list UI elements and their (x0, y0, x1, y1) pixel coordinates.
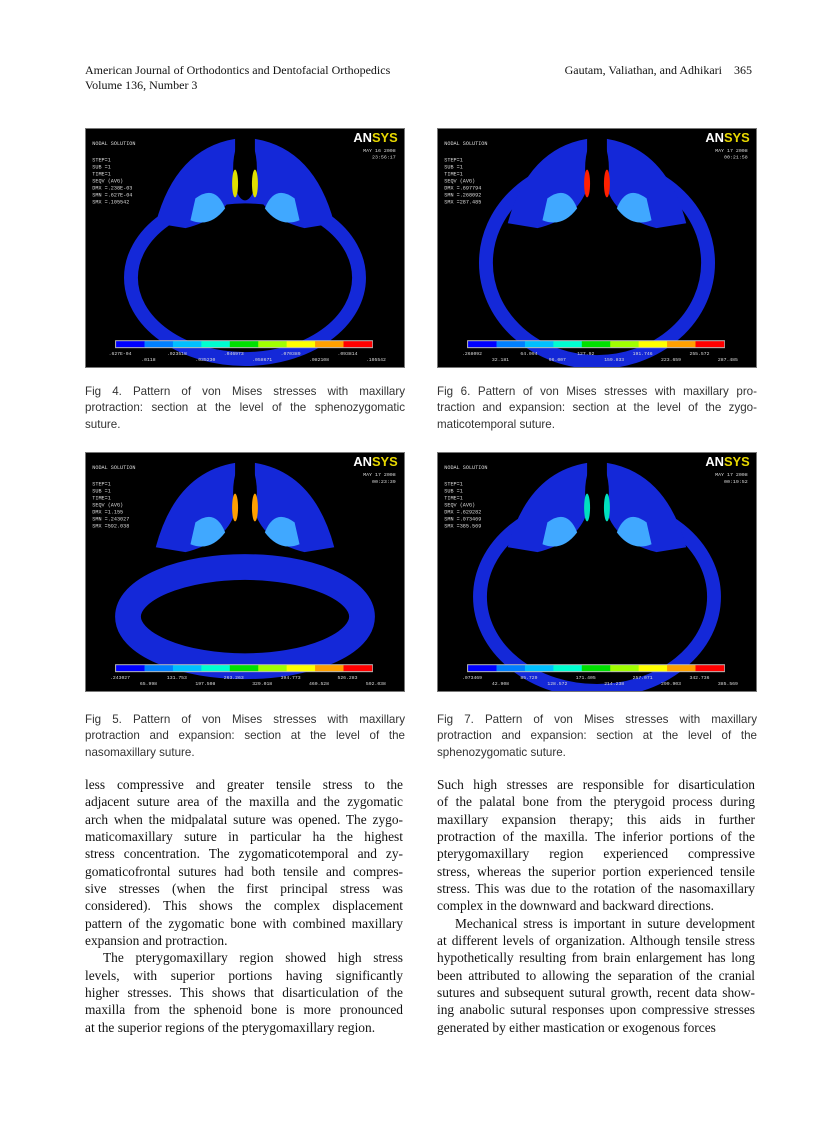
solution-info-text: SEQV (AVG) (92, 502, 124, 509)
body-column-right (437, 776, 755, 1036)
colorbar-segment (145, 341, 174, 347)
ansys-logo: ANSYS (353, 129, 398, 145)
caption-line: nasomaxillary suture. (85, 745, 195, 759)
solution-info-text: STEP=1 (444, 157, 463, 164)
body-column-left (85, 776, 403, 1036)
body-text-line: ing anabolic sutural responses upon compressive stresses (437, 1002, 755, 1018)
colorbar-label: .268092 (462, 352, 483, 358)
ansys-logo: ANSYS (705, 453, 750, 469)
body-text-line: levels, with superior portions having significantly (85, 967, 403, 983)
journal-volume: Volume 136, Number 3 (85, 78, 198, 92)
colorbar-segment (145, 665, 174, 671)
solution-info-text: SEQV (AVG) (92, 178, 124, 185)
authors: Gautam, Valiathan, and Adhikari (564, 63, 722, 77)
running-header-right (565, 63, 752, 78)
body-text-line: sutures and subsequent sutural growth, recent data show- (437, 985, 755, 1001)
body-text-line: pterygomaxillary region experienced compressive (437, 846, 755, 862)
figure-5-image (85, 452, 405, 692)
colorbar-segment (173, 341, 202, 347)
colorbar-segment (639, 341, 668, 347)
stress-hotspot (584, 170, 590, 198)
body-text-line: at the superior regions of the pterygomaxillary region. (85, 1019, 376, 1035)
solution-info-text: STEP=1 (92, 157, 111, 164)
figure-7-image (437, 452, 757, 692)
colorbar-label: 592.038 (365, 682, 386, 688)
solution-info-text: SMN =.073469 (444, 516, 482, 523)
colorbar-segment (667, 341, 696, 347)
colorbar-segment (525, 341, 554, 347)
stress-hotspot (232, 170, 238, 198)
colorbar-label: 460.528 (309, 682, 330, 688)
stress-hotspot (604, 170, 610, 198)
caption-line: Fig 6. Pattern of von Mises stresses with maxillary pro- (437, 385, 757, 398)
colorbar-segment (315, 341, 344, 347)
colorbar-segment (201, 665, 230, 671)
colorbar-segment (315, 665, 344, 671)
colorbar-label: .035230 (195, 358, 216, 364)
solution-info-text: NODAL SOLUTION (92, 464, 136, 471)
solution-info-text: SMX =385.569 (444, 523, 482, 530)
colorbar-label: 385.569 (717, 682, 738, 688)
colorbar-segment (287, 341, 316, 347)
colorbar-label: 64.094 (520, 352, 538, 358)
colorbar-segment (230, 341, 259, 347)
skull-section-shape (128, 567, 362, 666)
colorbar-segment (344, 665, 373, 671)
colorbar-segment (468, 665, 497, 671)
colorbar-segment (582, 665, 611, 671)
solution-info-text: SMX =.105542 (92, 199, 130, 206)
solution-info-text: DMX =.629282 (444, 509, 482, 516)
caption-line: maticotemporal suture. (437, 417, 555, 431)
solution-info-text: SUB =1 (444, 488, 463, 495)
colorbar-label: .243027 (110, 676, 131, 682)
colorbar-segment (230, 665, 259, 671)
ansys-logo: ANSYS (353, 453, 398, 469)
colorbar-segment (201, 341, 230, 347)
body-text-line: adjacent suture area of the maxilla and the zygomatic (85, 794, 403, 810)
solution-info-text: TIME=1 (92, 495, 111, 502)
caption-line: protraction and expansion: section at the level of the (437, 729, 757, 743)
colorbar-segment (553, 665, 582, 671)
body-text-line: considered). This shows the complex displacement (85, 898, 403, 914)
colorbar-label: 263.263 (223, 676, 244, 682)
colorbar-segment (116, 341, 145, 347)
colorbar-label: .058671 (252, 358, 273, 364)
body-text-line: maxillary expansion therapy; this aids in further (437, 811, 755, 827)
caption-line: Fig 4. Pattern of von Mises stresses with maxillary (85, 385, 405, 398)
body-text-line: gomaticofrontal sutures had both tensile and compres- (85, 863, 403, 879)
colorbar-segment (258, 665, 287, 671)
solution-info-text: SMX =287.485 (444, 199, 482, 206)
colorbar-segment (639, 665, 668, 671)
caption-line: Fig 7. Pattern of von Mises stresses with maxillary (437, 713, 757, 726)
colorbar-label: .093814 (337, 352, 358, 358)
time-text: 00:19:52 (724, 479, 748, 485)
solution-info-text: SMN =.627E-04 (92, 192, 133, 199)
figure-6-caption (437, 384, 757, 433)
colorbar-label: 287.485 (717, 358, 738, 364)
fea-stress-plot (438, 129, 756, 367)
colorbar-segment (610, 665, 639, 671)
fea-stress-plot (86, 129, 404, 367)
colorbar-label: 96.007 (548, 358, 566, 364)
body-text-line: hypothetically resulting from brain enlargement has long (437, 950, 755, 966)
body-text-line: stress concentration. The zygomaticotemporal and zy- (85, 846, 403, 862)
body-text-line: Mechanical stress is important in suture development (455, 915, 755, 931)
caption-line: traction and expansion: section at the level of the zygo- (437, 401, 757, 415)
solution-info-text: NODAL SOLUTION (444, 464, 488, 471)
solution-info-text: SUB =1 (92, 164, 111, 171)
colorbar-segment (525, 665, 554, 671)
solution-info-text: DMX =.238E-03 (92, 185, 133, 192)
body-text-line: maxilla from the sphenoid bone is more pronounced (85, 1002, 403, 1018)
figure-5-caption (85, 712, 405, 761)
colorbar-segment (287, 665, 316, 671)
stress-hotspot (232, 494, 238, 522)
caption-line: protraction: section at the level of the sphenozygomatic (85, 401, 405, 415)
fea-stress-plot (438, 453, 756, 691)
figure-6-image (437, 128, 757, 368)
colorbar-label: 342.736 (689, 676, 710, 682)
fea-stress-plot (86, 453, 404, 691)
body-text-line: been attributed to allowing the separation of the cranial (437, 967, 755, 983)
colorbar-label: 257.071 (632, 676, 653, 682)
colorbar-segment (497, 341, 526, 347)
colorbar-label: 394.773 (280, 676, 301, 682)
figure-4-caption (85, 384, 405, 433)
body-text-line: complex in the downward and backward directions. (437, 898, 715, 914)
colorbar-segment (553, 341, 582, 347)
body-text-line: stress. This was due to the rotation of the nasomaxillary (437, 881, 755, 897)
body-text-line: maticomaxillary suture in particular ha the highest (85, 829, 403, 845)
colorbar-label: .070389 (280, 352, 301, 358)
body-text-line: less compressive and greater tensile stress to the (85, 777, 403, 792)
figure-7-caption (437, 712, 757, 761)
solution-info-text: STEP=1 (444, 481, 463, 488)
colorbar-label: .046973 (223, 352, 244, 358)
body-text-line: The pterygomaxillary region showed high stress (103, 950, 403, 966)
solution-info-text: SUB =1 (92, 488, 111, 495)
solution-info-text: STEP=1 (92, 481, 111, 488)
body-text-line: sive stresses (when the first principal stress was (85, 881, 403, 897)
caption-line: Fig 5. Pattern of von Mises stresses with maxillary (85, 713, 405, 726)
colorbar-segment (258, 341, 287, 347)
caption-line: suture. (85, 417, 121, 431)
colorbar-segment (696, 341, 725, 347)
page-number: 365 (734, 63, 752, 77)
colorbar-label: 42.908 (491, 682, 510, 688)
body-text-line: pattern of the zygomatic bone with combined maxillary (85, 915, 403, 931)
figure-4-image (85, 128, 405, 368)
colorbar-label: 329.018 (252, 682, 273, 688)
colorbar-label: 171.405 (575, 676, 596, 682)
solution-info-text: TIME=1 (92, 171, 111, 178)
body-text-line: generated by either mastication or exogenous forces (437, 1019, 716, 1035)
date-text: MAY 16 2008 (363, 148, 396, 154)
colorbar-segment (582, 341, 611, 347)
ansys-logo: ANSYS (705, 129, 750, 145)
colorbar-label: .073469 (462, 676, 483, 682)
solution-info-text: SUB =1 (444, 164, 463, 171)
caption-line: protraction and expansion: section at the level of the (85, 729, 405, 743)
date-text: MAY 17 2008 (363, 472, 396, 478)
colorbar-segment (468, 341, 497, 347)
solution-info-text: SMN =.268092 (444, 192, 482, 199)
time-text: 00:21:58 (724, 155, 748, 161)
solution-info-text: SMN =.243027 (92, 516, 130, 523)
colorbar-label: 299.903 (661, 682, 682, 688)
colorbar-label: 526.283 (337, 676, 358, 682)
colorbar-label: 127.92 (577, 352, 595, 358)
caption-line: sphenozygomatic suture. (437, 745, 566, 759)
colorbar-label: 214.238 (604, 682, 625, 688)
body-text-line: expansion and protraction. (85, 933, 228, 949)
colorbar-label: 131.753 (166, 676, 187, 682)
colorbar-label: .023518 (166, 352, 187, 358)
body-text-line: Such high stresses are responsible for disarticulation (437, 777, 755, 792)
solution-info-text: DMX =.697794 (444, 185, 482, 192)
colorbar-segment (173, 665, 202, 671)
solution-info-text: NODAL SOLUTION (92, 140, 136, 147)
solution-info-text: TIME=1 (444, 171, 463, 178)
colorbar-segment (116, 665, 145, 671)
stress-hotspot (252, 170, 258, 198)
solution-info-text: SMX =592.038 (92, 523, 130, 530)
colorbar-label: 65.998 (139, 682, 158, 688)
stress-hotspot (252, 494, 258, 522)
colorbar-label: 197.508 (195, 682, 216, 688)
colorbar-label: 159.833 (604, 358, 625, 364)
colorbar-segment (497, 665, 526, 671)
colorbar-label: .082108 (309, 358, 330, 364)
date-text: MAY 17 2008 (715, 148, 748, 154)
stress-hotspot (584, 494, 590, 522)
body-text-line: of the palatal bone from the pterygoid process during (437, 794, 755, 810)
colorbar-label: 191.746 (632, 352, 653, 358)
solution-info-text: SEQV (AVG) (444, 178, 476, 185)
colorbar-label: .105542 (365, 358, 386, 364)
body-text-line: protraction of the maxilla. The inferior portions of the (437, 829, 755, 845)
colorbar-segment (344, 341, 373, 347)
journal-title: American Journal of Orthodontics and Dentofacial Orthopedics (85, 63, 391, 77)
colorbar-segment (696, 665, 725, 671)
solution-info-text: NODAL SOLUTION (444, 140, 488, 147)
date-text: MAY 17 2008 (715, 472, 748, 478)
solution-info-text: TIME=1 (444, 495, 463, 502)
colorbar-label: .0118 (141, 358, 156, 364)
time-text: 23:56:17 (372, 155, 396, 161)
stress-hotspot (604, 494, 610, 522)
colorbar-label: 128.572 (547, 682, 568, 688)
running-header-left (85, 63, 390, 93)
body-text-line: at different levels of organization. Although tensile stress (437, 933, 755, 949)
body-text-line: stress, whereas the superior portion experienced tensile (437, 863, 755, 879)
solution-info-text: SEQV (AVG) (444, 502, 476, 509)
solution-info-text: DMX =1.155 (92, 509, 124, 516)
colorbar-segment (667, 665, 696, 671)
colorbar-label: .627E-04 (108, 352, 132, 358)
time-text: 00:23:39 (372, 479, 396, 485)
body-text-line: higher stresses. This shows that disarticulation of the (85, 985, 403, 1001)
colorbar-segment (610, 341, 639, 347)
colorbar-label: 223.659 (661, 358, 682, 364)
colorbar-label: 255.572 (689, 352, 710, 358)
colorbar-label: 85.729 (520, 676, 538, 682)
colorbar-label: 32.181 (491, 358, 510, 364)
body-text-line: arch when the midpalatal suture was opened. The zygo- (85, 811, 403, 827)
